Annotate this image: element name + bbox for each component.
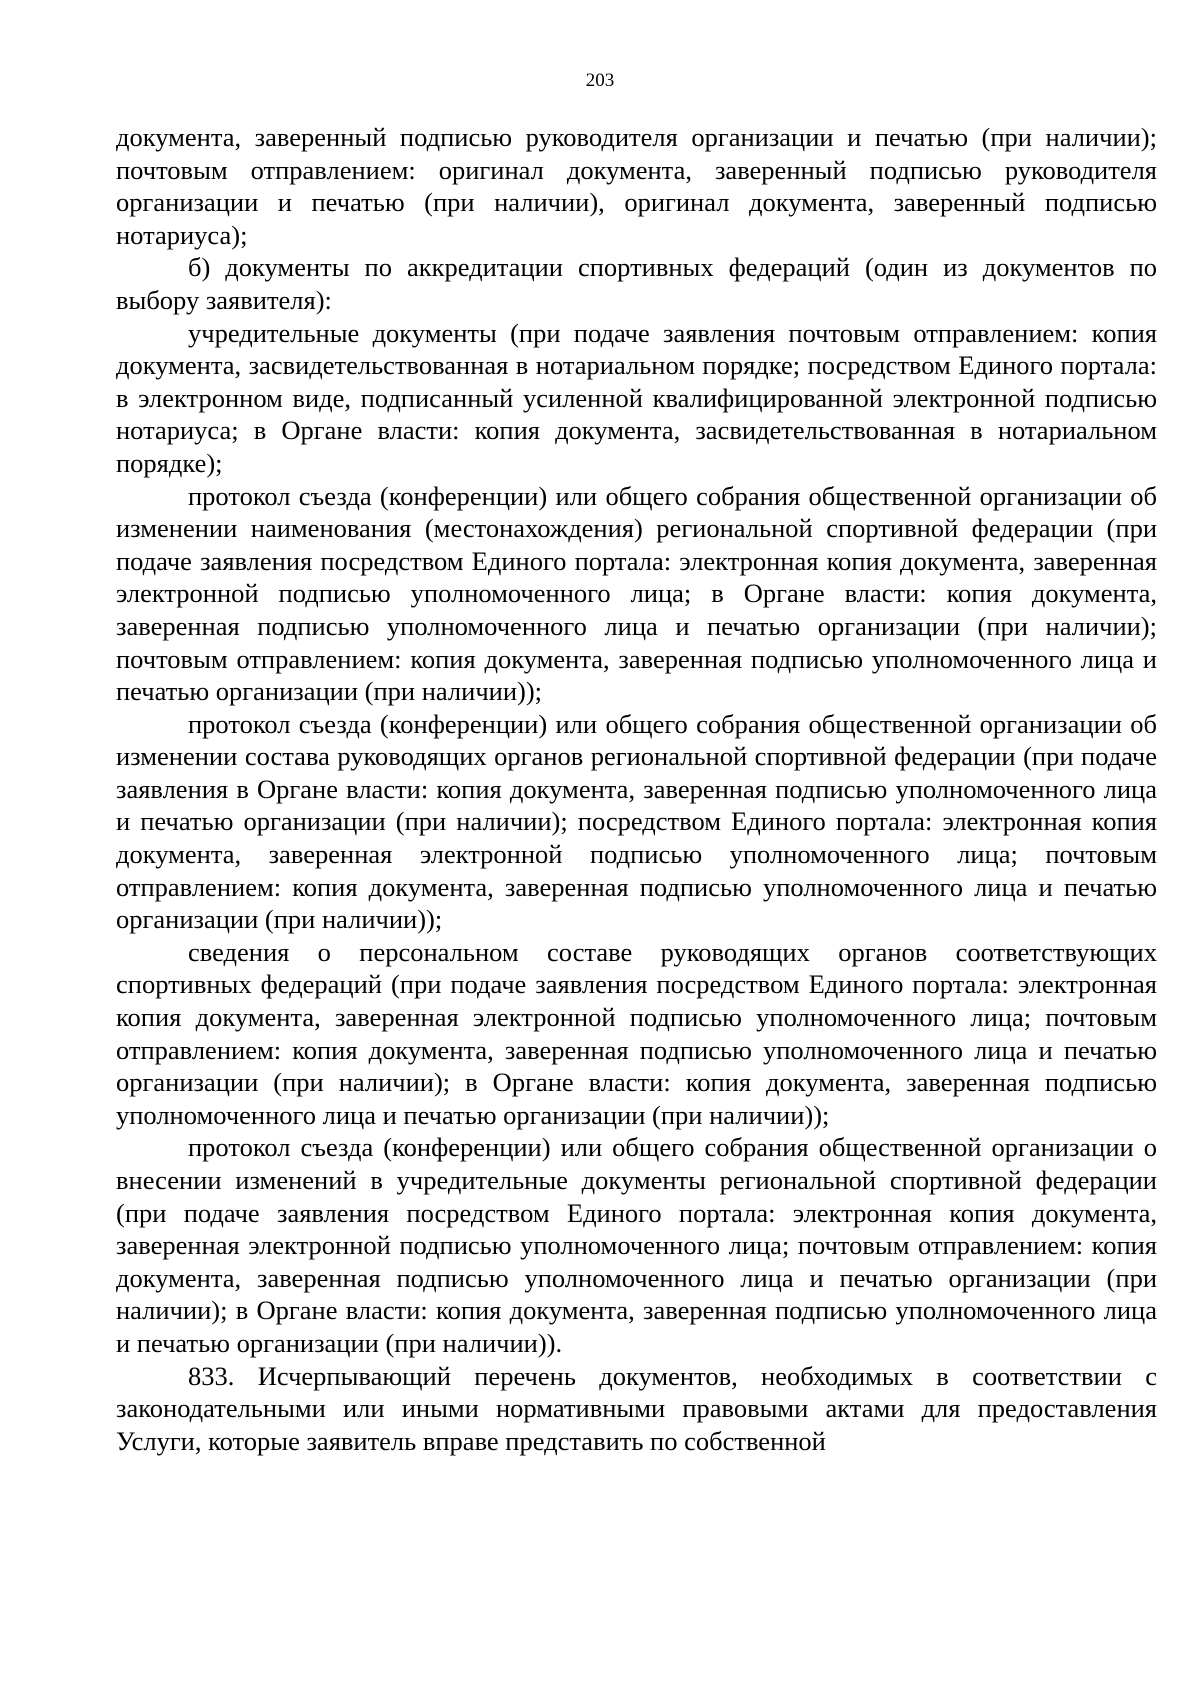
paragraph-founding-documents: учредительные документы (при подаче заявления почтовым отправлением: копия документа, засвидетельствованная в нотариальном порядке; посредством Единого портала: в электронном виде, подписанный усиленной квалифицированной электронной подписью нотариуса; в Органе власти: копия документа, засвидетельствованная в нотариальном порядке); (116, 317, 1157, 478)
paragraph-continuation: документа, заверенный подписью руководителя организации и печатью (при наличии); почтовым отправлением: оригинал документа, заверенный подписью руководителя организации и печатью (при наличии), оригинал документа, заверенный подписью нотариуса); (116, 122, 1157, 250)
document-body (116, 121, 1157, 1457)
paragraph-protocol-governance-change: протокол съезда (конференции) или общего собрания общественной организации об изменении состава руководящих органов региональной спортивной федерации (при подаче заявления в Органе власти: копия документа, заверенная подписью уполномоченного лица и печатью организации (при наличии); посредством Единого портала: электронная копия документа, заверенная электронной подписью уполномоченного лица; почтовым отправлением: копия документа, заверенная подписью уполномоченного лица и печатью организации (при наличии)); (116, 708, 1157, 935)
paragraph-833: 833. Исчерпывающий перечень документов, необходимых в соответствии с законодательными или иными нормативными правовыми актами для предоставления Услуги, которые заявитель вправе представить по собственной (116, 1360, 1157, 1456)
page-number: 203 (585, 70, 615, 91)
paragraph-item-b: б) документы по аккредитации спортивных федераций (один из документов по выбору заявителя): (116, 252, 1157, 315)
paragraph-protocol-charter-amendments: протокол съезда (конференции) или общего собрания общественной организации о внесении изменений в учредительные документы региональной спортивной федерации (при подаче заявления посредством Единого портала: электронная копия документа, заверенная электронной подписью уполномоченного лица; почтовым отправлением: копия документа, заверенная подписью уполномоченного лица и печатью организации (при наличии); в Органе власти: копия документа, заверенная подписью уполномоченного лица и печатью организации (при наличии)). (116, 1132, 1157, 1358)
paragraph-protocol-name-change: протокол съезда (конференции) или общего собрания общественной организации об изменении наименования (местонахождения) региональной спортивной федерации (при подаче заявления посредством Единого портала: электронная копия документа, заверенная электронной подписью уполномоченного лица; в Органе власти: копия документа, заверенная подписью уполномоченного лица и печатью организации (при наличии); почтовым отправлением: копия документа, заверенная подписью уполномоченного лица и печатью организации (при наличии)); (116, 480, 1157, 707)
paragraph-personnel-info: сведения о персональном составе руководящих органов соответствующих спортивных федераций (при подаче заявления посредством Единого портала: электронная копия документа, заверенная электронной подписью уполномоченного лица; почтовым отправлением: копия документа, заверенная подписью уполномоченного лица и печатью организации (при наличии); в Органе власти: копия документа, заверенная подписью уполномоченного лица и печатью организации (при наличии)); (116, 936, 1157, 1130)
